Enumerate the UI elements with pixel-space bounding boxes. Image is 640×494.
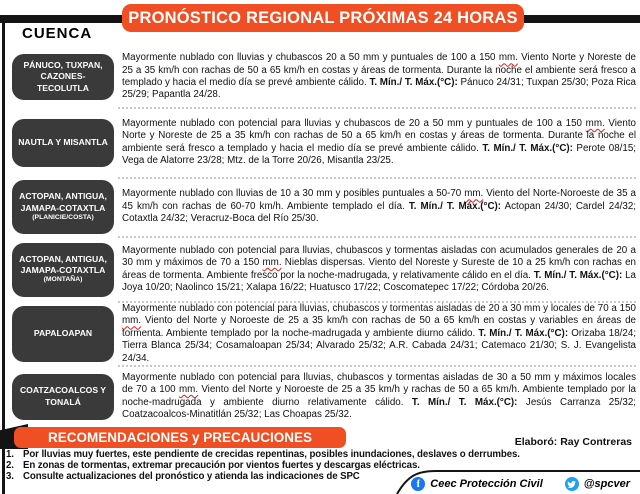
social-bar [411,477,630,491]
text-segment: Mayormente nublado con potencial para lluvias, chubascos y tormentas aisladas de 20 a 30 mm y locales de 70 a 150 [122,303,636,315]
region-box [12,243,114,297]
forecast-text [122,372,636,421]
forecast-row [0,109,640,176]
text-segment: T. Mín./ T. Máx.(°C): [478,327,569,339]
text-segment: Pánuco 24/31; Tuxpan 25/30; Poza Rica 25/29; Papantla 24/28. [122,77,636,101]
text-segment: T. Mín./ T. Máx.(°C): [533,269,623,281]
forecast-row [0,48,640,106]
text-segment: Viento Norte y Noreste de 25 a 35 km/h con rachas de 50 a 65 km/h en costas y áreas de tormenta. Durante la noche el ambiente será fresco a templado y hacia el medio día se prevé ambiente cálido. [122,117,636,154]
text-segment: Mayormente nublado con potencial para lluvias y chubascos de 20 a 50 mm y puntuales de 100 a 150 [122,117,586,129]
item-number: 3. [6,471,14,482]
forecast-text [122,245,636,294]
region-subname: (PLANICIE/COSTA) [32,213,94,221]
forecast-text [122,52,636,101]
author-credit: Elaboró: Ray Contreras [514,436,632,448]
text-segment: T. Mín./ T. Máx.(°C): [411,396,518,408]
forecast-text [122,188,636,225]
forecast-row [0,303,640,365]
region-box [12,180,114,234]
forecast-row [0,367,640,426]
region-box [12,119,114,167]
item-text: Consulte actualizaciones del pronóstico y atienda las indicaciones de SPC [23,471,360,482]
text-segment: mm. [262,257,282,269]
region-name: ACTOPAN, ANTIGUA, JAMAPA-COTAXTLA [19,253,107,276]
region-name: COATZACOALCOS Y TONALÁ [19,385,107,407]
region-subname: (MONTAÑA) [43,276,83,284]
forecast-text [122,303,636,365]
text-segment: Viento Norte y Noreste de 25 a 35 km/h con rachas de 50 a 65 km/h en costas y áreas de tormenta. Durante la noche el ambiente será fresco a templado y hacia el medio día se prevé ambiente cálido. [122,52,636,88]
facebook-page-label: Ceec Protección Civil [430,478,543,490]
forecast-text [122,118,636,167]
text-segment: T. Mín./ T. Máx.(°C): [408,200,502,212]
region-name: PÁNUCO, TUXPAN, CAZONES-TECOLUTLA [23,60,103,93]
text-segment: mm. [122,315,142,327]
text-segment: Perote 08/15; Vega de Alatorre 23/28; Mtz. de la Torre 20/26, Misantla 23/25. [122,142,636,166]
text-segment: Viento del Norte y Noroeste de 25 a 35 km/h con rachas de 50 a 65 km/h en costas y variables en áreas de tormenta. Ambiente templado por la noche-madrugada y ambiente diurno cálido. [122,315,636,339]
region-name: NAUTLA Y MISANTLA [18,136,108,147]
recommendations-title: RECOMENDACIONES y PRECAUCIONES [14,427,346,448]
text-segment: Mayormente nublado con potencial para lluvias, chubascos y tormentas aisladas con acumulados generales de 20 a 30 mm y máximos de 70 a 150 [122,244,636,269]
text-segment: Nieblas dispersas. Viento del Noreste y Sureste de 10 a 25 km/h con rachas en áreas de tormenta. Ambiente fresco por la noche-madrugada, y relativamente cálido en el día. [122,257,636,281]
page-title: PRONÓSTICO REGIONAL PRÓXIMAS 24 HORAS [122,4,524,32]
recommendation-item [6,460,420,471]
region-box [12,54,114,100]
item-number: 2. [6,460,14,471]
recommendation-item [6,449,520,460]
text-segment: Actopan 24/30; Cardel 24/32; Cotaxtla 24/32; Veracruz-Boca del Río 25/30. [122,200,636,225]
item-number: 1. [6,449,14,460]
text-segment: mm. [464,188,484,200]
basin-heading: CUENCA [22,25,93,42]
forecast-row [0,238,640,301]
twitter-icon [565,477,579,491]
facebook-link[interactable] [411,477,543,491]
text-segment: mm. [178,384,198,396]
text-segment: Mayormente nublado con lluvias de 10 a 30 mm y posibles puntuales a 50-70 [122,188,465,200]
forecast-row [0,178,640,236]
region-box [12,306,114,362]
region-box [12,374,114,420]
region-name: PAPALOAPAN [33,328,93,339]
region-name: ACTOPAN, ANTIGUA, JAMAPA-COTAXTLA [19,191,107,213]
text-segment: mm. [498,52,518,64]
facebook-icon: f [411,477,425,491]
text-segment: T. Mín./ T. Máx.(°C): [482,142,573,154]
text-segment: Viento del Norte-Noroeste de 35 a 45 km/h con rachas de 60-70 km/h. Ambiente templado el día. [122,188,636,212]
twitter-link[interactable] [565,477,630,491]
recommendation-item [6,471,360,482]
item-text: En zonas de tormentas, extremar precaución por vientos fuertes y descargas eléctricas. [23,460,420,471]
text-segment: Viento del Norte y Noroeste de 25 a 35 km/h y rachas de 50 a 65 km/h. Ambiente templado por la noche-madrugada y ambiente diurno relativamente cálido. [122,384,636,408]
text-segment: Mayormente nublado con lluvias y chubascos 20 a 50 mm y puntuales de 100 a 150 [122,52,499,64]
text-segment: Orizaba 18/24; Tierra Blanca 25/34; Cosamaloapan 25/34; Alvarado 25/32; A.R. Cabada 24/31; Catemaco 21/30; S. J. Evangelista 24/34. [122,327,637,364]
item-text: Por lluvias muy fuertes, este pendiente de crecidas repentinas, posibles inundaciones, deslaves o derrumbes. [23,449,520,460]
text-segment: Mayormente nublado con potencial para lluvias, chubascos y tormentas aisladas de 30 a 50 mm y máximos locales de 70 a 100 [122,371,636,396]
text-segment: Jesús Carranza 25/32; Coatzacoalcos-Minatitlán 25/32; Las Choapas 25/32. [122,396,636,420]
twitter-handle-label: @spcver [583,478,630,490]
text-segment: T. Mín./ T. Máx.(°C): [369,77,458,88]
text-segment: La Joya 10/20; Naolinco 15/21; Xalapa 16/22; Huatusco 17/22; Coscomatepec 17/22; Córdoba 20/26. [122,269,636,293]
text-segment: mm. [585,117,605,129]
